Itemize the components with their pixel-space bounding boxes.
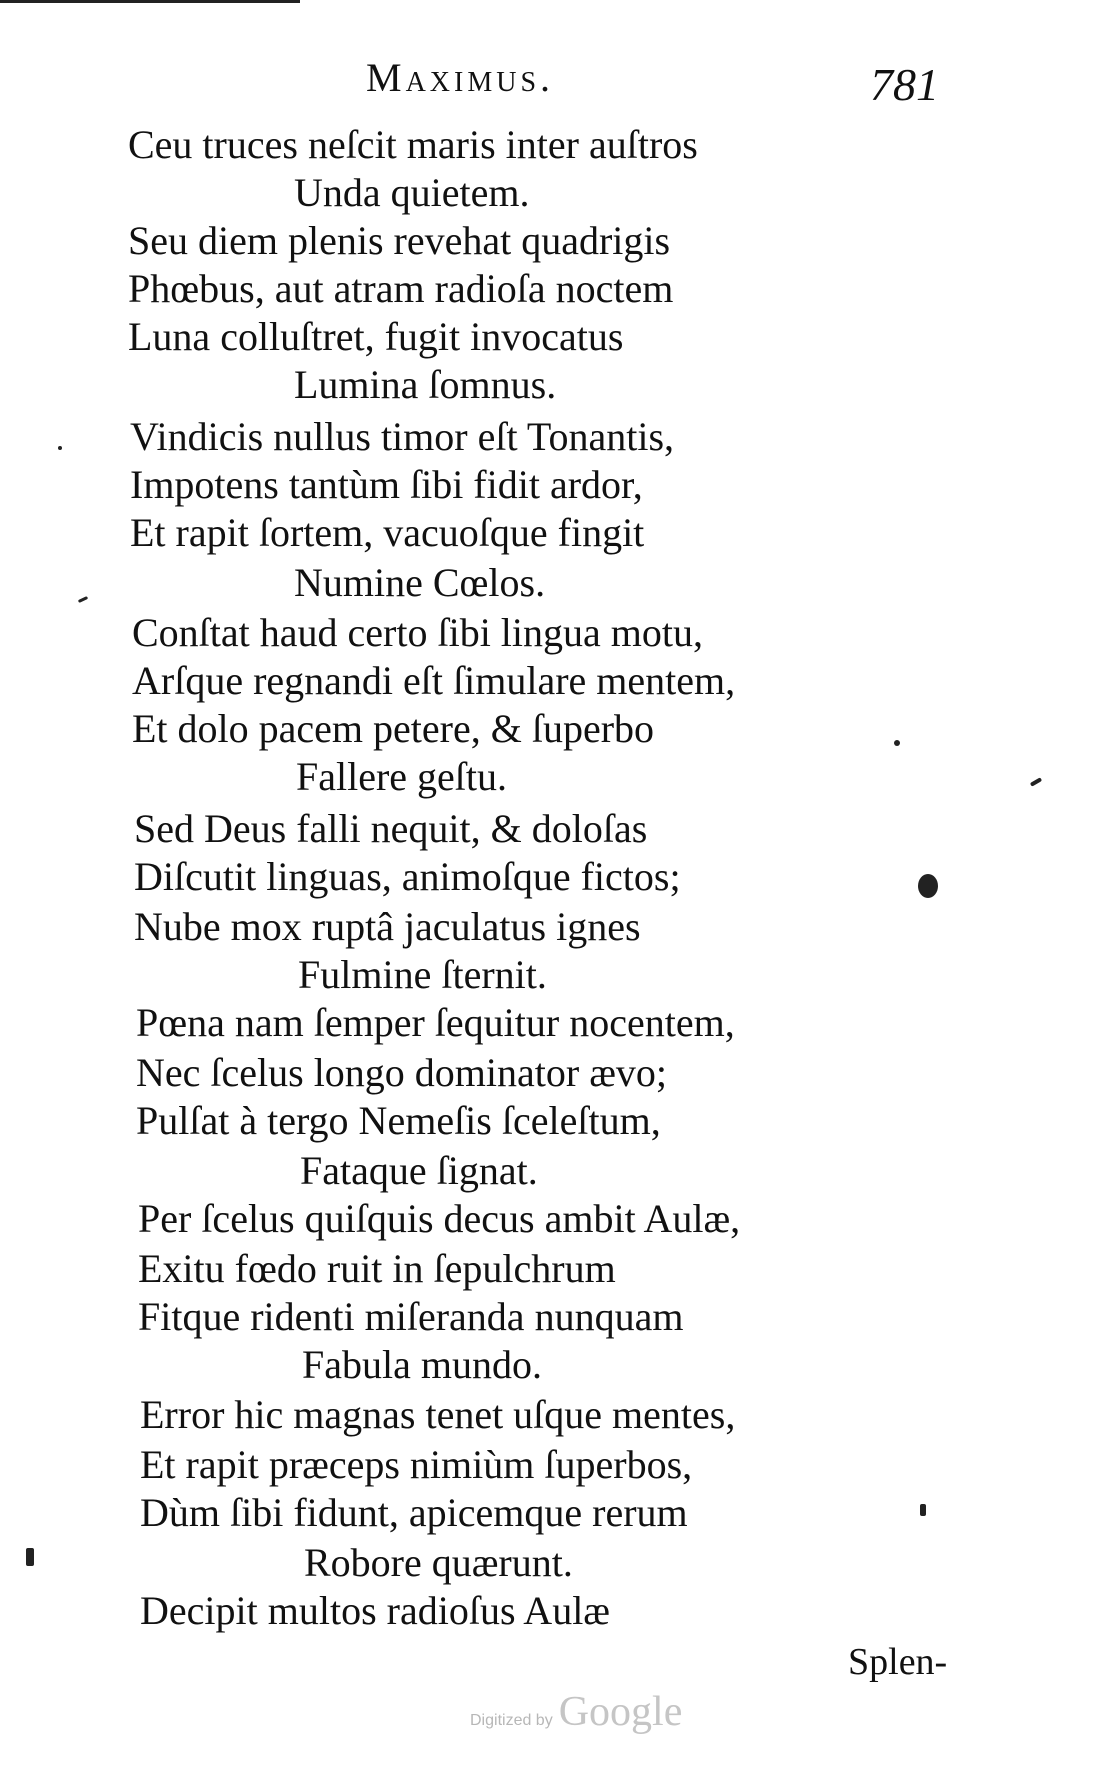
verse-line: Vindicis nullus timor eſt Tonantis, — [130, 414, 675, 459]
verse-line: Diſcutit linguas, animoſque fictos; — [134, 854, 681, 899]
verse-line: Unda quietem. — [294, 170, 530, 215]
verse-line: Pœna nam ſemper ſequitur nocentem, — [136, 1000, 735, 1045]
verse-line: Numine Cœlos. — [294, 560, 546, 605]
ink-speck — [78, 596, 88, 603]
verse-line: Impotens tantùm ſibi fidit ardor, — [130, 462, 643, 507]
verse-line: Robore quærunt. — [304, 1540, 573, 1585]
verse-line: Fitque ridenti miſeranda nunquam — [138, 1294, 684, 1339]
verse-line: Decipit multos radioſus Aulæ — [140, 1588, 610, 1633]
running-head: Maximus. — [366, 55, 555, 100]
top-rule — [0, 0, 300, 3]
watermark-brand: Google — [558, 1689, 683, 1735]
ink-speck — [1030, 777, 1042, 786]
verse-line: Nec ſcelus longo dominator ævo; — [136, 1050, 668, 1095]
verse-line: Per ſcelus quiſquis decus ambit Aulæ, — [138, 1196, 741, 1241]
catchword: Splen- — [848, 1641, 948, 1683]
verse-line: Lumina ſomnus. — [294, 362, 557, 407]
ink-speck — [26, 1548, 34, 1566]
verse-line: Luna colluſtret, fugit invocatus — [128, 314, 624, 359]
verse-line: Fulmine ſternit. — [298, 952, 547, 997]
verse-line: Dùm ſibi fidunt, apicemque rerum — [140, 1490, 688, 1535]
verse-line: Phœbus, aut atram radioſa noctem — [128, 266, 674, 311]
verse-line: Sed Deus falli nequit, & doloſas — [134, 806, 648, 851]
verse-line: Conſtat haud certo ſibi lingua motu, — [132, 610, 704, 655]
verse-line: Fataque ſignat. — [300, 1148, 538, 1193]
verse-line: Error hic magnas tenet uſque mentes, — [140, 1392, 736, 1437]
verse-line: Et dolo pacem petere, & ſuperbo — [132, 706, 655, 751]
page-number: 781 — [870, 59, 939, 110]
ink-speck — [920, 1504, 926, 1516]
ink-speck — [894, 740, 900, 746]
digitization-watermark — [470, 1688, 682, 1736]
verse-line: Nube mox ruptâ jaculatus ignes — [134, 904, 641, 949]
verse-line: Fabula mundo. — [302, 1342, 542, 1387]
verse-line: Ceu truces neſcit maris inter auſtros — [128, 122, 698, 167]
verse-line: Exitu fœdo ruit in ſepulchrum — [138, 1246, 616, 1291]
verse-line: Fallere geſtu. — [296, 754, 508, 799]
ink-speck — [918, 874, 938, 898]
verse-line: Arſque regnandi eſt ſimulare mentem, — [132, 658, 736, 703]
ink-speck — [58, 446, 62, 450]
verse-line: Pulſat à tergo Nemeſis ſceleſtum, — [136, 1098, 661, 1143]
verse-line: Et rapit præceps nimiùm ſuperbos, — [140, 1442, 693, 1487]
verse-line: Seu diem plenis revehat quadrigis — [128, 218, 671, 263]
watermark-prefix: Digitized by — [470, 1712, 553, 1729]
verse-line: Et rapit ſortem, vacuoſque fingit — [130, 510, 645, 555]
